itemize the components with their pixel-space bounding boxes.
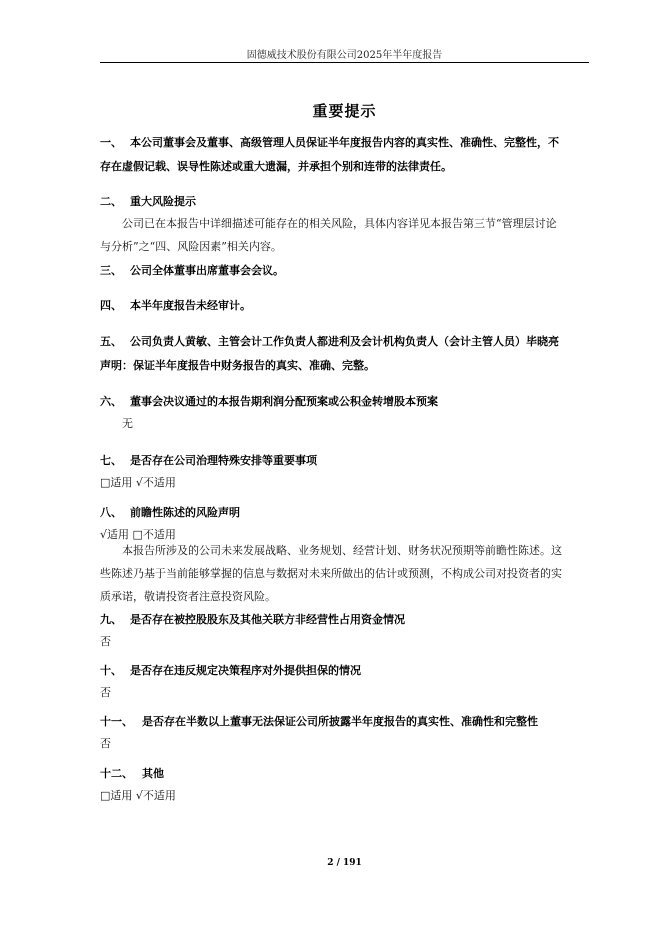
section-text: 是否存在公司治理特殊安排等重要事项 (130, 454, 317, 467)
section-text: 董事会决议通过的本报告期利润分配预案或公积金转增股本预案 (130, 395, 438, 408)
section-2-heading (100, 190, 590, 213)
section-number: 八、 (100, 506, 122, 519)
section-9-heading (100, 608, 590, 631)
section-text: 其他 (142, 767, 164, 780)
section-text: 本公司董事会及董事、高级管理人员保证半年度报告内容的真实性、准确性、完整性，不 (130, 136, 559, 149)
section-text: 公司全体董事出席董事会会议。 (130, 264, 284, 277)
section-number: 十、 (100, 664, 122, 677)
section-8-applicability: √适用 □不适用 (100, 528, 176, 541)
section-7-heading (100, 449, 590, 472)
section-text: 是否存在被控股股东及其他关联方非经营性占用资金情况 (130, 613, 405, 626)
page-header: 固德威技术股份有限公司2025年半年度报告 (246, 50, 443, 61)
section-12-applicability: □适用 √不适用 (100, 789, 176, 802)
section-9-body: 否 (100, 635, 111, 648)
header-divider (100, 62, 589, 63)
section-12-heading (100, 762, 590, 785)
section-4-heading (100, 294, 590, 317)
section-text: 重大风险提示 (130, 195, 196, 208)
section-10-body: 否 (100, 686, 111, 699)
section-number: 六、 (100, 395, 122, 408)
section-8-body-line-1: 本报告所涉及的公司未来发展战略、业务规划、经营计划、财务状况预期等前瞻性陈述。这 (122, 544, 562, 557)
section-11-body: 否 (100, 737, 111, 750)
section-number: 五、 (100, 335, 122, 348)
section-7-applicability: □适用 √不适用 (100, 476, 176, 489)
section-number: 一、 (100, 136, 122, 149)
section-text: 前瞻性陈述的风险声明 (130, 506, 240, 519)
section-3-heading (100, 259, 590, 282)
section-6-body: 无 (122, 417, 133, 430)
section-1-continuation: 存在虚假记载、误导性陈述或重大遗漏，并承担个别和连带的法律责任。 (100, 160, 452, 173)
section-text: 是否存在半数以上董事无法保证公司所披露半年度报告的真实性、准确性和完整性 (142, 715, 538, 728)
section-number: 四、 (100, 299, 122, 312)
page-number: 2 / 191 (327, 858, 362, 868)
section-1-heading (100, 131, 590, 154)
section-text: 本半年度报告未经审计。 (130, 299, 251, 312)
section-8-heading (100, 501, 590, 524)
section-text: 是否存在违反规定决策程序对外提供担保的情况 (130, 664, 361, 677)
section-8-body-line-2: 些陈述乃基于当前能够掌握的信息与数据对未来所做出的估计或预测，不构成公司对投资者的实 (100, 567, 562, 580)
section-5-continuation: 声明：保证半年度报告中财务报告的真实、准确、完整。 (100, 359, 375, 372)
section-number: 三、 (100, 264, 122, 277)
section-number: 十一、 (100, 715, 133, 728)
section-number: 七、 (100, 454, 122, 467)
section-2-body-line-1: 公司已在本报告中详细描述可能存在的相关风险，具体内容详见本报告第三节“管理层讨论 (122, 217, 557, 230)
section-8-body-line-3: 质承诺，敬请投资者注意投资风险。 (100, 590, 276, 603)
section-11-heading (100, 710, 590, 733)
section-number: 九、 (100, 613, 122, 626)
section-number: 二、 (100, 195, 122, 208)
section-text: 公司负责人黄敏、主管会计工作负责人都进利及会计机构负责人（会计主管人员）毕晓亮 (130, 335, 559, 348)
section-6-heading (100, 390, 590, 413)
section-number: 十二、 (100, 767, 133, 780)
section-5-heading (100, 330, 590, 353)
section-2-body-line-2: 与分析”之“四、风险因素”相关内容。 (100, 240, 282, 253)
section-10-heading (100, 659, 590, 682)
page-title: 重要提示 (312, 102, 377, 120)
